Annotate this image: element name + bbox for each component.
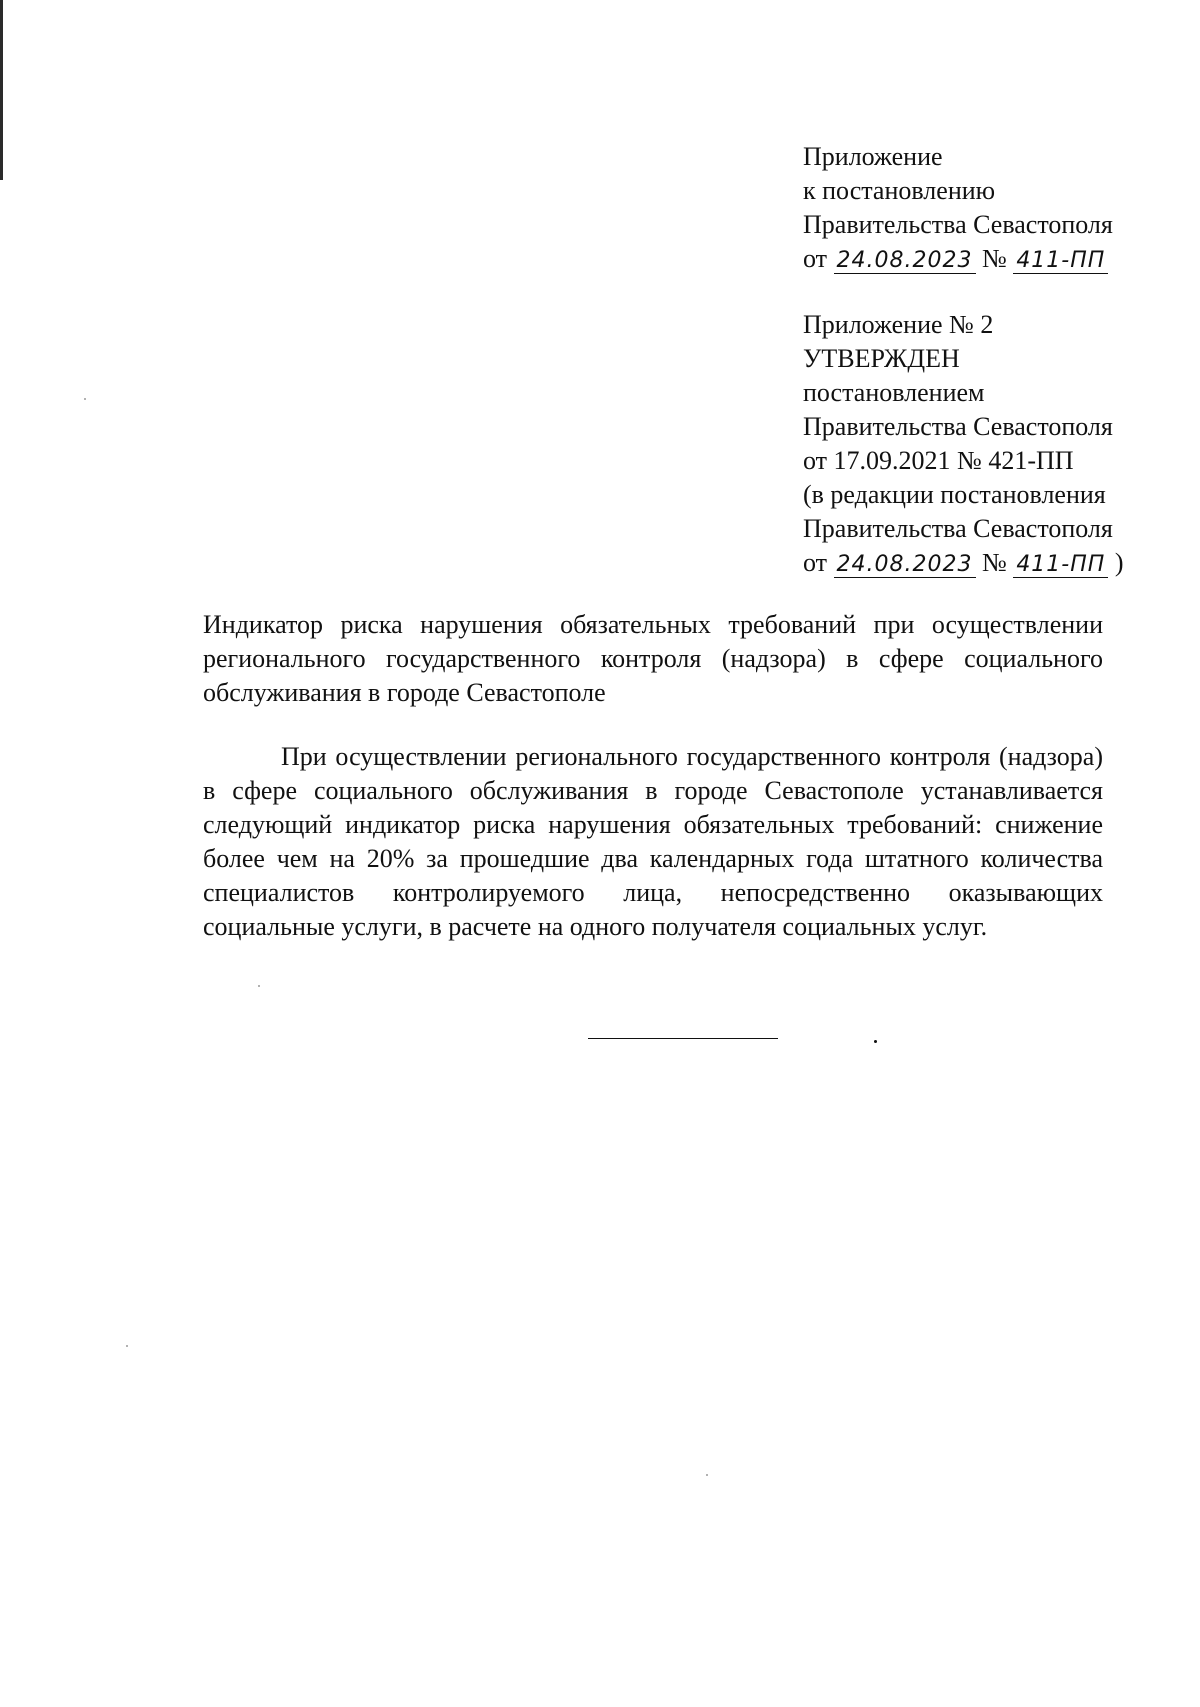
approval-line: постановлением [803, 378, 985, 407]
appendix-header [803, 140, 1113, 276]
approval-line: (в редакции постановления [803, 480, 1106, 509]
closing-paren: ) [1114, 548, 1124, 577]
approval-line: УТВЕРЖДЕН [803, 344, 960, 373]
appendix-line: к постановлению [803, 176, 996, 205]
number-sign: № [982, 548, 1007, 577]
approval-date-line [803, 546, 1124, 580]
end-dot [874, 1040, 877, 1043]
handwritten-date: 24.08.2023 [834, 553, 976, 578]
approval-line: Приложение № 2 [803, 310, 994, 339]
scan-speck [706, 1474, 708, 1476]
appendix-line: Приложение [803, 142, 943, 171]
number-sign: № [982, 244, 1007, 273]
scan-edge-mark [0, 0, 3, 180]
handwritten-date: 24.08.2023 [834, 249, 976, 274]
body-paragraph: При осуществлении регионального государственного контроля (надзора) в сфере социального обслуживания в городе Севастополе устанавливается следующий индикатор риска нарушения обязательных требований: снижение более чем на 20% за прошедшие два календарных года штатного количества специалистов контролируемого лица, непосредственно оказывающих социальные услуги, в расчете на одного получателя социальных услуг. [203, 742, 1103, 941]
scan-speck [126, 1345, 128, 1347]
handwritten-number: 411-ПП [1013, 249, 1108, 274]
approval-line: от 17.09.2021 № 421-ПП [803, 446, 1074, 475]
date-prefix: от [803, 244, 828, 273]
document-title: Индикатор риска нарушения обязательных требований при осуществлении регионального государственного контроля (надзора) в сфере социального обслуживания в городе Севастополе [203, 610, 1103, 707]
approval-line: Правительства Севастополя [803, 412, 1113, 441]
date-prefix: от [803, 548, 828, 577]
appendix-line: Правительства Севастополя [803, 210, 1113, 239]
scan-speck [258, 985, 260, 987]
appendix-date-line [803, 242, 1113, 276]
handwritten-number: 411-ПП [1013, 553, 1108, 578]
approval-block [803, 308, 1124, 580]
approval-line: Правительства Севастополя [803, 514, 1113, 543]
end-separator-line [588, 1038, 778, 1039]
scan-speck [84, 398, 86, 400]
